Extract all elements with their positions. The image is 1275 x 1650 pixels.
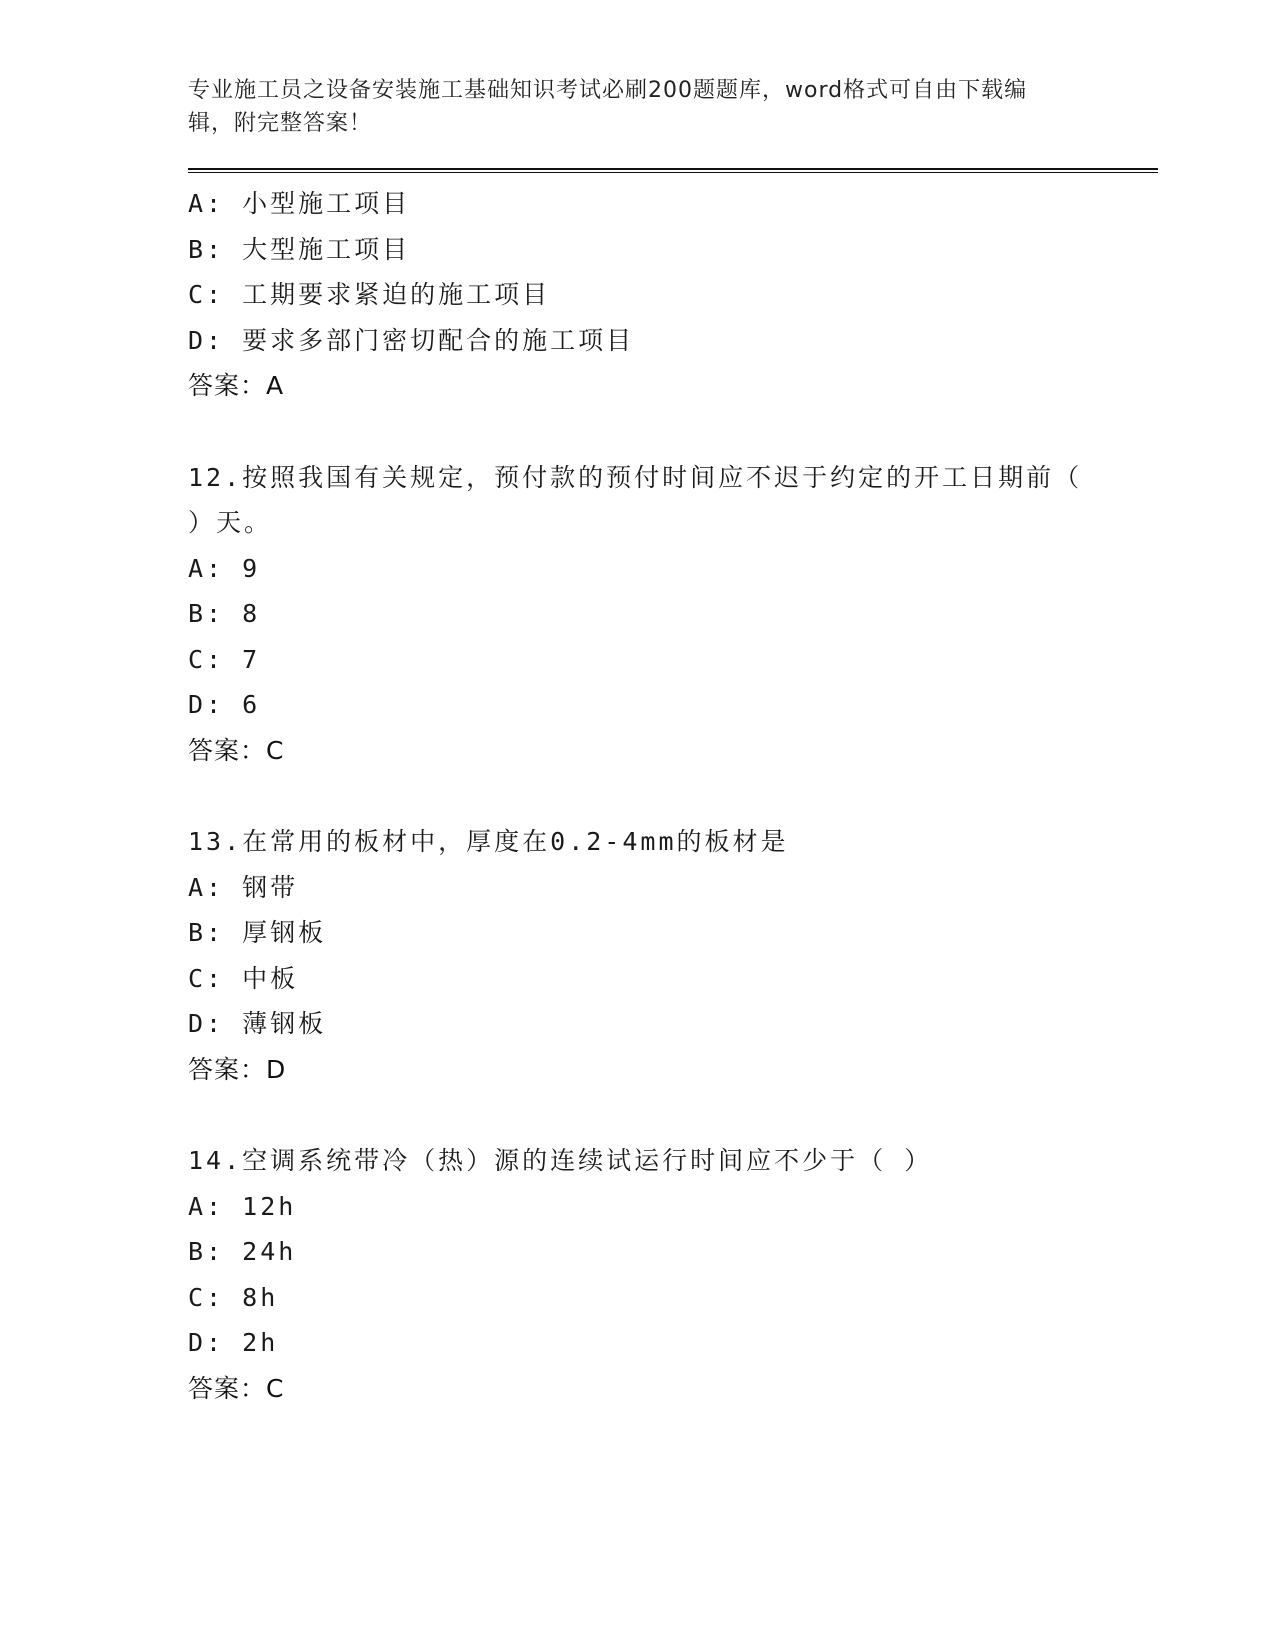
option-b: B: 厚钢板 (188, 918, 327, 947)
answer-line: 答案：C (188, 735, 285, 765)
answer-line: 答案：A (188, 371, 285, 400)
option-b: B: 8 (188, 599, 261, 628)
option-c: C: 工期要求紧迫的施工项目 (188, 280, 551, 309)
answer-line: 答案：D (188, 1054, 287, 1084)
option-d: D: 要求多部门密切配合的施工项目 (188, 325, 635, 355)
question-13 (188, 819, 1158, 1092)
question-stem: 13.在常用的板材中，厚度在0.2-4mm的板材是 (188, 827, 789, 856)
option-b: B: 大型施工项目 (188, 234, 411, 264)
option-a: A: 9 (188, 553, 261, 583)
question-14 (188, 1138, 1158, 1411)
question-stem: 14.空调系统带冷（热）源的连续试运行时间应不少于（ ） (188, 1146, 933, 1175)
previous-question-tail (188, 181, 1158, 409)
option-c: C: 中板 (188, 963, 299, 993)
header-divider (188, 168, 1158, 173)
document-page (188, 74, 1158, 1411)
question-12 (188, 455, 1158, 774)
document-header: 专业施工员之设备安装施工基础知识考试必刷200题题库，word格式可自由下载编辑，附完整答案！ (188, 78, 1028, 136)
option-a: A: 钢带 (188, 872, 299, 902)
option-c: C: 8h (188, 1282, 279, 1312)
option-b: B: 24h (188, 1237, 297, 1266)
option-a: A: 小型施工项目 (188, 189, 411, 218)
answer-line: 答案：C (188, 1373, 285, 1403)
option-d: D: 2h (188, 1328, 279, 1357)
option-a: A: 12h (188, 1191, 297, 1221)
option-d: D: 6 (188, 690, 261, 719)
option-d: D: 薄钢板 (188, 1009, 327, 1038)
question-stem: 12.按照我国有关规定，预付款的预付时间应不迟于约定的开工日期前（ ）天。 (188, 462, 1083, 537)
option-c: C: 7 (188, 644, 261, 674)
